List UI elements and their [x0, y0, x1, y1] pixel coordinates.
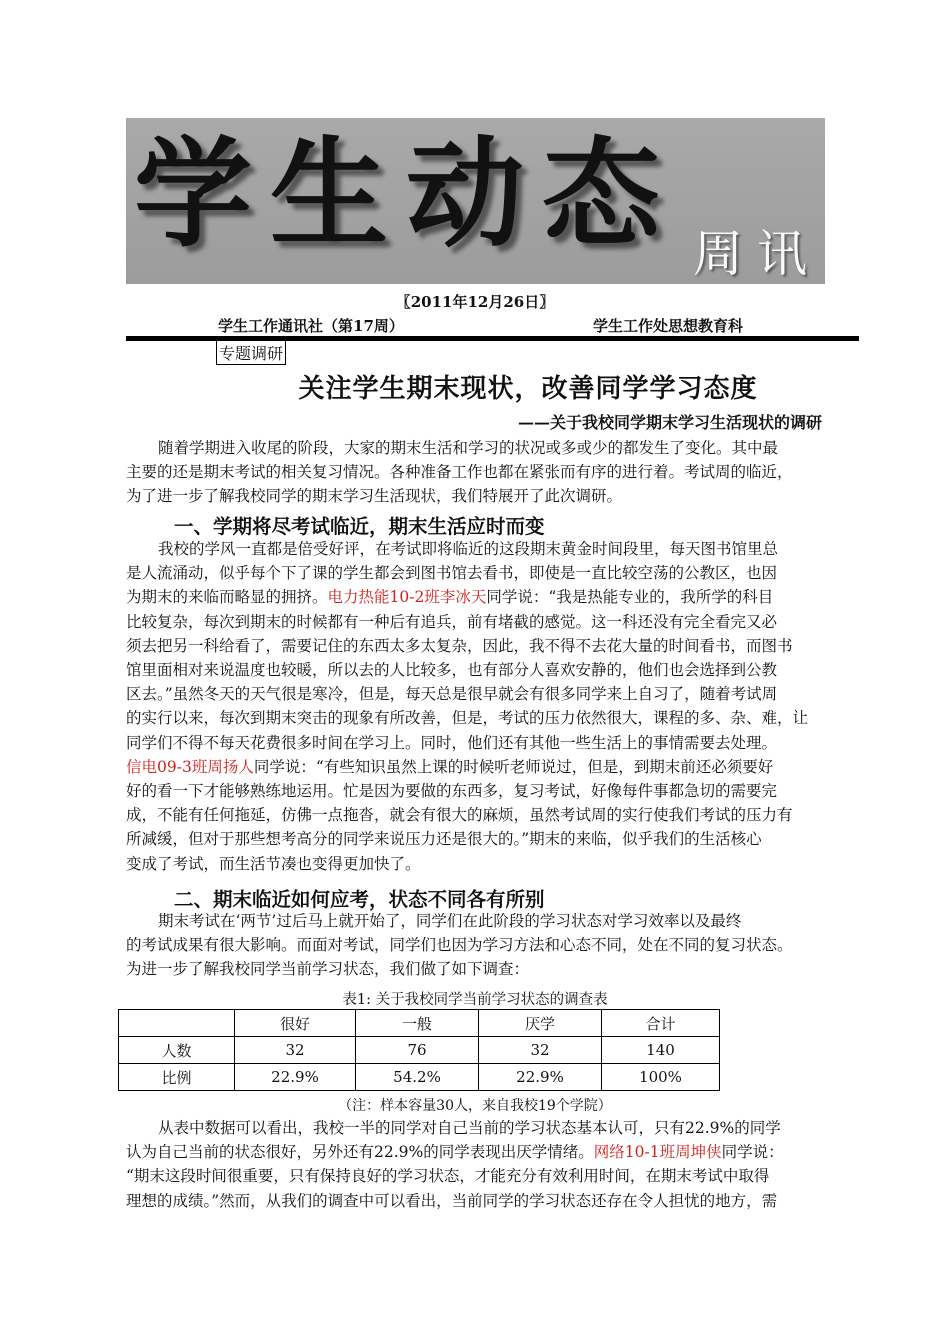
- text-line: 的考试成果有很大影响。而面对考试，同学们也因为学习方法和心态不同，处在不同的复习状态。: [126, 936, 793, 955]
- text-line: 理想的成绩。”然而，从我们的调查中可以看出，当前同学的学习状态还存在令人担忧的地方，需: [126, 1191, 778, 1210]
- section1-paragraph: [126, 537, 826, 876]
- text-segment: 同学说：“有些知识虽然上课的时候听老师说过，但是，到期末前还必须要好: [253, 757, 774, 776]
- text-segment: 同学说：“我是热能专业的，我所学的科目: [486, 588, 774, 607]
- section2-paragraph: [126, 909, 826, 982]
- table-cell: 76: [356, 1037, 479, 1064]
- section-heading-2: 二、期末临近如何应考，状态不同各有所别: [174, 888, 545, 911]
- text-line: [126, 755, 826, 779]
- department-name: 学生工作处思想教育科: [593, 317, 744, 335]
- text-line: 随着学期进入收尾的阶段，大家的期末生活和学习的状况或多或少的都发生了变化。其中最: [158, 439, 779, 457]
- table-caption: 表1: 关于我校同学当前学习状态的调查表: [342, 992, 608, 1008]
- text-line: 比较复杂，每次到期末的时候都有一种后有追兵，前有堵截的感觉。这一科还没有完全看完又必: [126, 612, 778, 631]
- masthead-title: 学生动态: [134, 125, 679, 263]
- text-segment: 同学说：: [721, 1143, 784, 1162]
- text-line: 所减缓，但对于那些想考高分的同学来说压力还是很大的。”期末的来临，似乎我们的生活核心: [126, 830, 762, 849]
- text-line: 从表中数据可以看出，我校一半的同学对自己当前的学习状态基本认可，只有22.9%的同学: [158, 1119, 781, 1137]
- table-cell: 合计: [602, 1010, 720, 1037]
- text-line: 的实行以来，每次到期末突击的现象有所改善，但是，考试的压力依然很大，课程的多、杂、难，让: [126, 709, 809, 728]
- table-cell: [119, 1010, 235, 1037]
- section-heading-1: 一、学期将尽考试临近，期末生活应时而变: [174, 515, 545, 538]
- text-line: 成，不能有任何拖延，仿佛一点拖沓，就会有很大的麻烦，虽然考试周的实行使我们考试的压力有: [126, 806, 793, 825]
- text-line: 好的看一下才能够熟练地运用。忙是因为要做的东西多，复习考试，好像每件事都急切的需要完: [126, 782, 778, 801]
- student-name-highlight: 网络10-1班周坤侠: [593, 1143, 722, 1162]
- survey-table: [118, 1009, 720, 1091]
- table-cell: 22.9%: [479, 1064, 602, 1091]
- table-cell: 厌学: [479, 1010, 602, 1037]
- masthead-subtitle: 周讯: [693, 225, 821, 283]
- analysis-paragraph: [126, 1116, 826, 1213]
- table-cell: 很好: [235, 1010, 356, 1037]
- table-cell: 54.2%: [356, 1064, 479, 1091]
- text-line: [126, 1140, 826, 1164]
- table-cell: 32: [479, 1037, 602, 1064]
- text-line: “期末这段时间很重要，只有保持良好的学习状态，才能充分有效利用时间，在期末考试中取得: [126, 1167, 770, 1186]
- text-line: 变成了考试，而生活节凑也变得更加快了。: [126, 854, 421, 873]
- text-line: 为了进一步了解我校同学的期末学习生活现状，我们特展开了此次调研。: [126, 487, 623, 506]
- table-cell: 人数: [119, 1037, 235, 1064]
- student-name-highlight: 信电09-3班周扬人: [126, 757, 254, 776]
- intro-paragraph: [126, 436, 826, 509]
- article-subtitle: ——关于我校同学期末学习生活现状的调研: [517, 413, 822, 432]
- student-name-highlight: 电力热能10-2班李冰天: [327, 588, 487, 607]
- text-line: 为进一步了解我校同学当前学习状态，我们做了如下调查：: [126, 960, 530, 979]
- text-line: [126, 585, 826, 609]
- text-line: 同学们不得不每天花费很多时间在学习上。同时，他们还有其他一些生活上的事情需要去处理。: [126, 733, 778, 752]
- table-cell: 140: [602, 1037, 720, 1064]
- text-line: 期末考试在‘两节’过后马上就开始了，同学们在此阶段的学习状态对学习效率以及最终: [158, 912, 742, 930]
- text-line: 区去。”虽然冬天的天气很是寒冷，但是，每天总是很早就会有很多同学来上自习了，随着考试周: [126, 685, 778, 704]
- table-cell: 一般: [356, 1010, 479, 1037]
- text-segment: 为期末的来临而略显的拥挤。: [126, 588, 328, 607]
- table-cell: 比例: [119, 1064, 235, 1091]
- table-row: [119, 1064, 720, 1091]
- text-line: 我校的学风一直都是倍受好评，在考试即将临近的这段期末黄金时间段里，每天图书馆里总: [158, 540, 779, 558]
- article-title: 关注学生期末现状，改善同学学习态度: [298, 374, 758, 404]
- text-line: 馆里面相对来说温度也较暖，所以去的人比较多，也有部分人喜欢安静的，他们也会选择到公教: [126, 661, 778, 680]
- table-cell: 22.9%: [235, 1064, 356, 1091]
- text-line: 须去把另一科给看了，需要记住的东西太多太复杂，因此，我不得不去花大量的时间看书，而图书: [126, 636, 793, 655]
- table-cell: 100%: [602, 1064, 720, 1091]
- text-segment: 认为自己当前的状态很好，另外还有22.9%的同学表现出厌学情绪。: [126, 1143, 594, 1162]
- issue-date: 〖2011年12月26日〗: [395, 293, 555, 311]
- text-line: 主要的还是期末考试的相关复习情况。各种准备工作也都在紧张而有序的进行着。考试周的临近，: [126, 463, 793, 482]
- issue-number: 学生工作通讯社（第17周）: [218, 317, 404, 335]
- table-row: [119, 1037, 720, 1064]
- table-header-row: [119, 1010, 720, 1037]
- text-line: 是人流涌动，似乎每个下了课的学生都会到图书馆去看书，即使是一直比较空荡的公教区，也因: [126, 564, 778, 583]
- table-cell: 32: [235, 1037, 356, 1064]
- section-tag: 专题调研: [216, 340, 286, 365]
- masthead-banner: [126, 118, 825, 284]
- table-note: （注：样本容量30人，来自我校19个学院）: [338, 1098, 612, 1114]
